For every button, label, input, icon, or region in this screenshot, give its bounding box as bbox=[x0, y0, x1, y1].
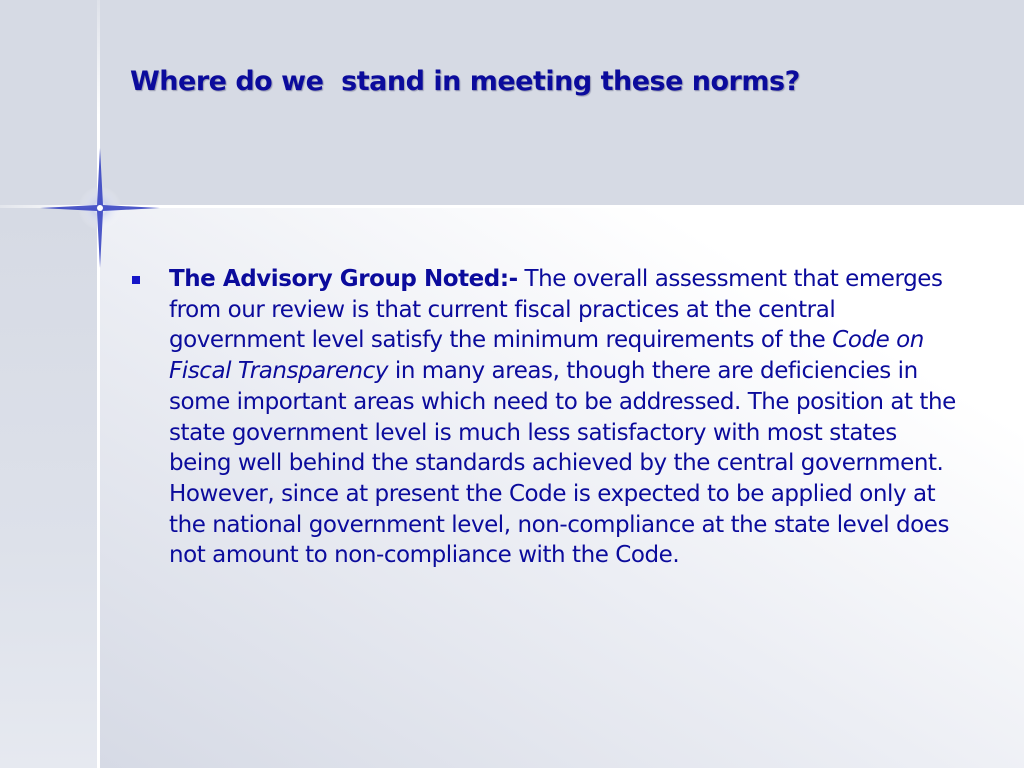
bullet-emphasis: Code on Fiscal Transparency bbox=[169, 327, 924, 385]
bullet-text-after: in many areas, though there are deficiencies in some important areas which need to be addressed. The position at the state government level is much less satisfactory with most states being well behind the standards achieved by the central government. However, since at present the Code is expected to be applied only at the national government level, non-compliance at the state level does not amount to non-compliance with the Code. bbox=[169, 358, 956, 569]
square-bullet-icon bbox=[132, 276, 140, 284]
left-band bbox=[0, 206, 98, 768]
bullet-lead: The Advisory Group Noted:- bbox=[169, 266, 518, 292]
vertical-rule bbox=[97, 0, 100, 768]
bullet-text-before: The overall assessment that emerges from our review is that current fiscal practices at the central government level satisfy the minimum requirements of the bbox=[169, 266, 943, 354]
slide-title: Where do we stand in meeting these norms? bbox=[130, 66, 800, 97]
bullet-text bbox=[169, 264, 960, 571]
sparkle-star-icon bbox=[20, 128, 180, 288]
